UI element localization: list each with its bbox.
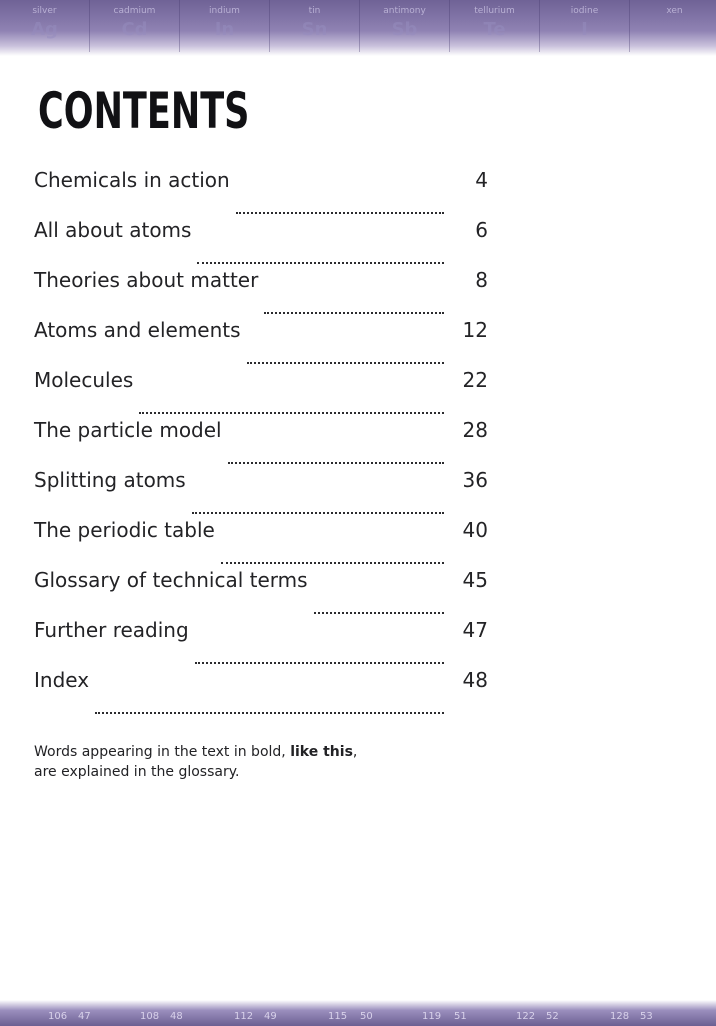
atomic-number: 51 (454, 1011, 467, 1022)
element-symbol: Sn (301, 19, 328, 40)
toc-entry-title: The periodic table (34, 518, 215, 542)
toc-entry-title: Atoms and elements (34, 318, 241, 342)
mass-number: 108 (140, 1011, 160, 1022)
toc-entry-page: 4 (475, 168, 488, 192)
page-title: CONTENTS (38, 82, 250, 140)
toc-entry-page: 22 (462, 368, 488, 392)
toc-entry-title: Index (34, 668, 90, 692)
element-cell (0, 0, 90, 52)
atomic-number: 53 (640, 1011, 653, 1022)
element-cell (270, 0, 360, 52)
element-name: tellurium (474, 6, 515, 16)
toc-entry-page: 48 (462, 668, 488, 692)
element-symbol: Sb (391, 19, 418, 40)
dot-leader (314, 612, 444, 614)
element-cell (540, 0, 630, 52)
toc-entry-title: Molecules (34, 368, 134, 392)
dot-leader (195, 662, 444, 664)
element-cell (630, 0, 716, 52)
dot-leader (264, 312, 444, 314)
note-text: Words appearing in the text in bold, (34, 744, 291, 760)
atomic-number: 47 (78, 1011, 91, 1022)
note-bold-example: like this (290, 744, 353, 760)
toc-entry-page: 40 (462, 518, 488, 542)
element-symbol: Ag (31, 19, 58, 40)
element-symbol: Te (483, 19, 506, 40)
toc-entry-title: The particle model (34, 418, 222, 442)
toc-entry[interactable] (34, 268, 488, 318)
mass-number: 106 (48, 1011, 68, 1022)
dot-leader (236, 212, 444, 214)
element-name: silver (32, 6, 57, 16)
element-name: xen (666, 6, 683, 16)
periodic-table-header-strip (0, 0, 716, 56)
toc-entry-title: Splitting atoms (34, 468, 186, 492)
toc-entry[interactable] (34, 318, 488, 368)
dot-leader (192, 512, 444, 514)
atomic-number: 50 (360, 1011, 373, 1022)
element-name: iodine (570, 6, 599, 16)
toc-entry-title: All about atoms (34, 218, 192, 242)
toc-entry-title: Theories about matter (34, 268, 259, 292)
element-symbol: Cd (121, 19, 148, 40)
element-name: cadmium (113, 6, 156, 16)
atomic-number: 48 (170, 1011, 183, 1022)
dot-leader (228, 462, 444, 464)
element-name: tin (308, 6, 321, 16)
dot-leader (95, 712, 444, 714)
toc-entry-page: 36 (462, 468, 488, 492)
toc-entry[interactable] (34, 368, 488, 418)
toc-entry-page: 28 (462, 418, 488, 442)
toc-entry[interactable] (34, 518, 488, 568)
toc-entry[interactable] (34, 568, 488, 618)
glossary-note (34, 742, 434, 782)
toc-entry[interactable] (34, 468, 488, 518)
mass-number: 122 (516, 1011, 536, 1022)
toc-entry-page: 6 (475, 218, 488, 242)
mass-number: 128 (610, 1011, 630, 1022)
toc-entry[interactable] (34, 418, 488, 468)
element-symbol: In (214, 19, 235, 40)
toc-entry[interactable] (34, 218, 488, 268)
toc-entry-page: 47 (462, 618, 488, 642)
element-name: indium (209, 6, 240, 16)
toc-entry[interactable] (34, 618, 488, 668)
toc-entry-page: 12 (462, 318, 488, 342)
toc-entry-title: Chemicals in action (34, 168, 230, 192)
element-cell (180, 0, 270, 52)
table-of-contents (34, 168, 488, 718)
dot-leader (139, 412, 444, 414)
dot-leader (197, 262, 444, 264)
toc-entry[interactable] (34, 668, 488, 718)
toc-entry[interactable] (34, 168, 488, 218)
note-punctuation: , (352, 744, 358, 760)
atomic-number: 49 (264, 1011, 277, 1022)
mass-number: 115 (328, 1011, 348, 1022)
dot-leader (247, 362, 444, 364)
atomic-number: 52 (546, 1011, 559, 1022)
element-symbol: I (581, 19, 588, 40)
toc-entry-title: Further reading (34, 618, 189, 642)
element-name: antimony (383, 6, 426, 16)
toc-entry-page: 45 (462, 568, 488, 592)
element-cell (90, 0, 180, 52)
dot-leader (221, 562, 444, 564)
toc-entry-page: 8 (475, 268, 488, 292)
note-text-line2: are explained in the glossary. (34, 764, 240, 780)
element-cell (450, 0, 540, 52)
toc-entry-title: Glossary of technical terms (34, 568, 308, 592)
mass-number: 119 (422, 1011, 442, 1022)
element-cell (360, 0, 450, 52)
periodic-table-footer-strip (0, 1000, 716, 1026)
mass-number: 112 (234, 1011, 254, 1022)
